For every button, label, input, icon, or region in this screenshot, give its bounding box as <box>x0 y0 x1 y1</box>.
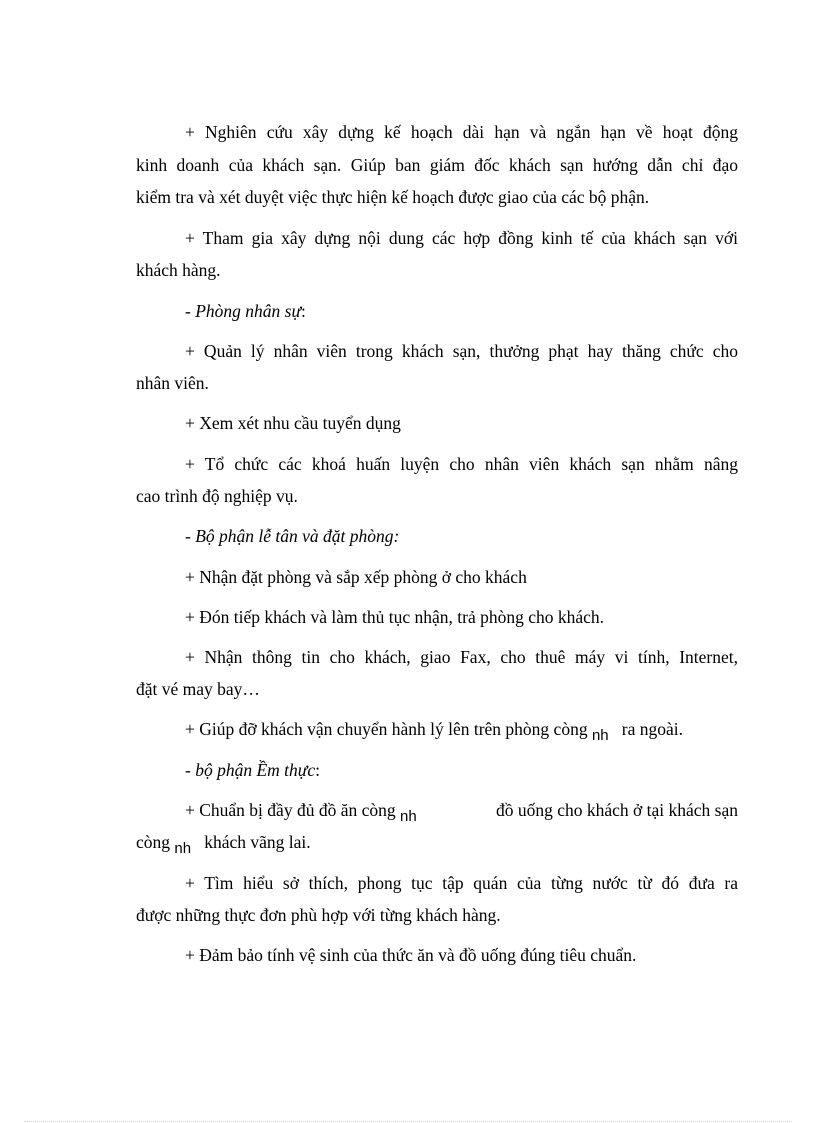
paragraph-line: + Tổ chức các khoá huấn luyện cho nhân viên khách sạn nhằm nâng <box>185 454 738 474</box>
section-heading <box>185 525 399 547</box>
paragraph-line: + Tham gia xây dựng nội dung các hợp đồng kinh tế của khách sạn với <box>185 228 738 248</box>
paragraph-line: + Đảm bảo tính vệ sinh của thức ăn và đồ uống đúng tiêu chuẩn. <box>185 945 637 965</box>
heading-dash: - <box>185 526 196 546</box>
paragraph-line: cao trình độ nghiệp vụ. <box>136 486 298 506</box>
paragraph-line: + Nhận đặt phòng và sắp xếp phòng ở cho khách <box>185 567 527 587</box>
paragraph-line <box>185 799 738 823</box>
line-text: + Chuẩn bị đầy đủ đồ ăn còng nh <box>185 800 417 825</box>
heading-title: Bộ phận lễ tân và đặt phòng: <box>195 526 400 546</box>
subscript-fragment: nh <box>591 727 609 744</box>
paragraph-line: kiểm tra và xét duyệt việc thực hiện kế hoạch được giao của các bộ phận. <box>136 187 650 207</box>
heading-title: bộ phận Ềm thực <box>195 760 316 780</box>
paragraph-line: + Tìm hiểu sở thích, phong tục tập quán của từng nước từ đó đưa ra <box>185 873 738 893</box>
line-text: + Giúp đỡ khách vận chuyển hành lý lên trên phòng còng <box>185 719 588 739</box>
heading-colon: : <box>315 760 320 780</box>
line-text: còng <box>136 832 171 852</box>
line-text: ra ngoài. <box>621 719 683 739</box>
paragraph-line: + Đón tiếp khách và làm thủ tục nhận, trả phòng cho khách. <box>185 607 605 627</box>
paragraph-line: kinh doanh của khách sạn. Giúp ban giám đốc khách sạn hướng dẫn chỉ đạo <box>136 155 738 175</box>
paragraph-line: khách hàng. <box>136 260 221 280</box>
paragraph-line <box>136 831 311 855</box>
subscript-fragment: nh <box>399 808 417 825</box>
paragraph-line: được những thực đơn phù hợp với từng khách hàng. <box>136 905 501 925</box>
paragraph-line: + Nghiên cứu xây dựng kế hoạch dài hạn và ngắn hạn về hoạt động <box>185 122 738 142</box>
paragraph-line: nhân viên. <box>136 373 209 393</box>
page-bottom-divider <box>24 1121 792 1122</box>
section-heading <box>185 759 320 781</box>
paragraph-line: + Xem xét nhu cầu tuyển dụng <box>185 413 401 433</box>
paragraph-line <box>185 718 683 742</box>
heading-title: Phòng nhân sự <box>195 301 301 321</box>
paragraph-line: + Quản lý nhân viên trong khách sạn, thưởng phạt hay thăng chức cho <box>185 341 738 361</box>
paragraph-line: đặt vé may bay… <box>136 679 260 699</box>
heading-dash: - <box>185 301 196 321</box>
heading-dash: - <box>185 760 196 780</box>
paragraph-line: + Nhận thông tin cho khách, giao Fax, cho thuê máy vi tính, Internet, <box>185 647 738 667</box>
line-text: đồ uống cho khách ở tại khách sạn <box>495 800 738 820</box>
heading-colon: : <box>301 301 306 321</box>
section-heading <box>185 300 306 322</box>
subscript-fragment: nh <box>174 840 192 857</box>
line-text: khách vãng lai. <box>204 832 311 852</box>
